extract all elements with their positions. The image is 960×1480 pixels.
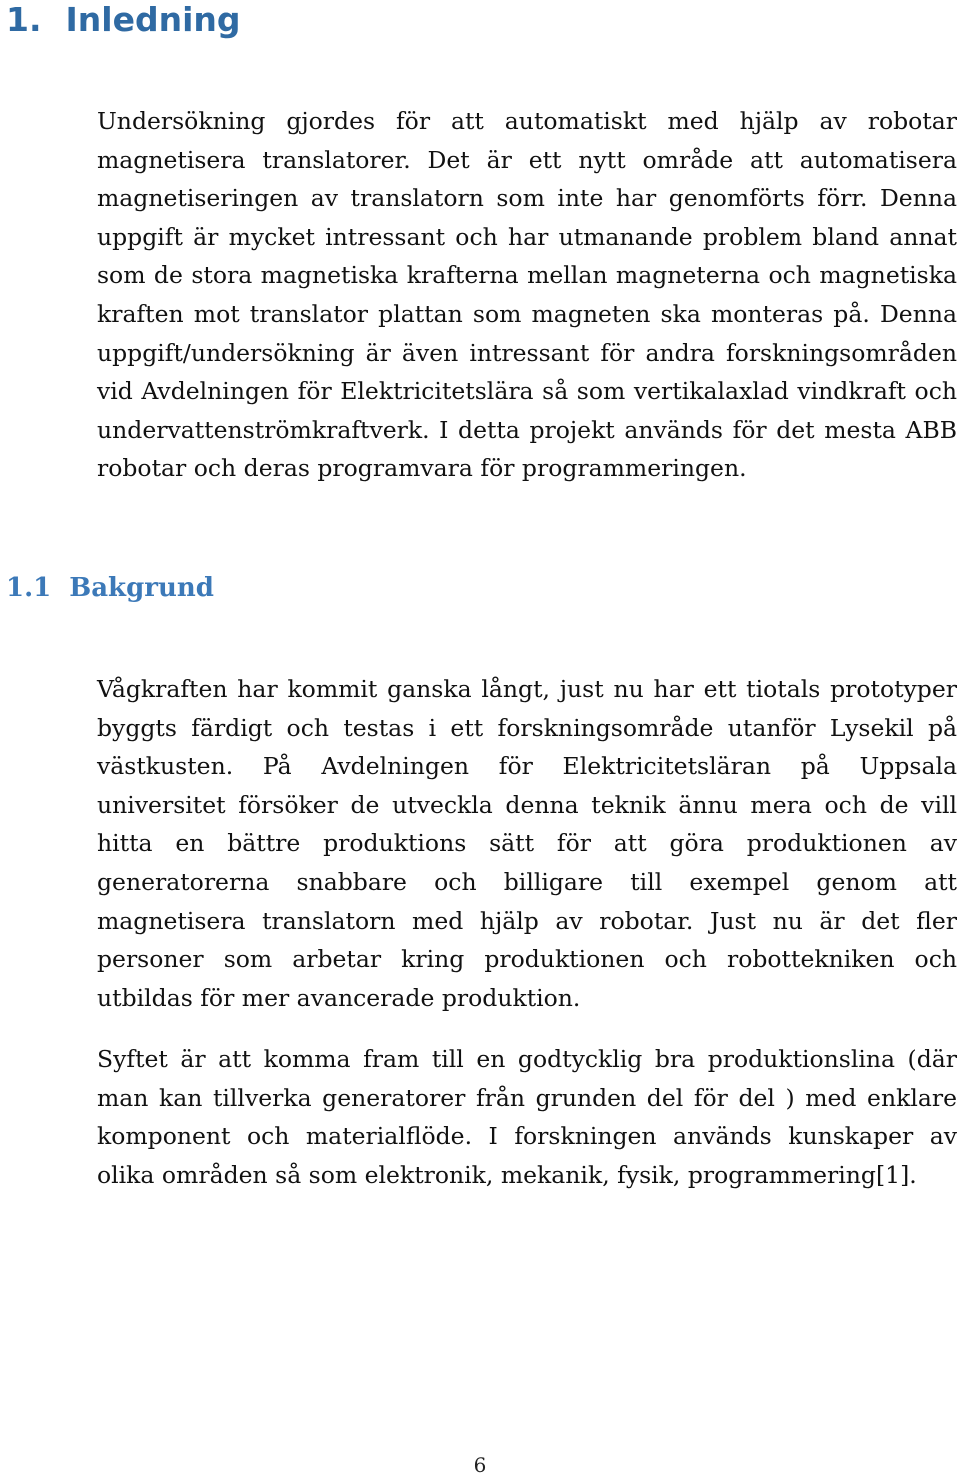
intro-paragraph: Undersökning gjordes för att automatiskt med hjälp av robotar magnetisera translatorer. Det är ett nytt område att automatisera magnetiseringen av translatorn som inte har genomförts förr. Denna uppgift är mycket intressant och har utmanande problem bland annat som de stora magnetiska krafterna mellan magneterna och magnetiska kraften mot translator plattan som magneten ska monteras på. Denna uppgift/undersökning är även intressant för andra forskningsområden vid Avdelningen för Elektricitetslära så som vertikalaxlad vindkraft och undervattenströmkraftverk. I detta projekt används för det mesta ABB robotar och deras programvara för programmeringen. (97, 107, 957, 483)
background-paragraph-2: Syftet är att komma fram till en godtycklig bra produktionslina (där man kan tillverka generatorer från grunden del för del ) med enklare komponent och materialflöde. I forskningen används kunskaper av olika områden så som elektronik, mekanik, fysik, programmering[1]. (97, 1045, 957, 1189)
subsection-number: 1.1 (6, 573, 52, 603)
background-paragraph-1: Vågkraften har kommit ganska långt, just nu har ett tiotals prototyper byggts färdigt och testas i ett forskningsområde utanför Lysekil på västkusten. På Avdelningen för Elektricitetsläran på Uppsala universitet försöker de utveckla denna teknik ännu mera och de vill hitta en bättre produktions sätt för att göra produktionen av generatorerna snabbare och billigare till exempel genom att magnetisera translatorn med hjälp av robotar. Just nu är det fler personer som arbetar kring produktionen och robottekniken och utbildas för mer avancerade produktion. (97, 675, 957, 1012)
subsection-title: Bakgrund (69, 573, 214, 603)
subsection-heading (6, 568, 214, 608)
section-title: Inledning (65, 0, 241, 39)
page-number: 6 (473, 1453, 487, 1477)
section-number: 1. (6, 0, 42, 39)
section-heading (6, 0, 241, 40)
